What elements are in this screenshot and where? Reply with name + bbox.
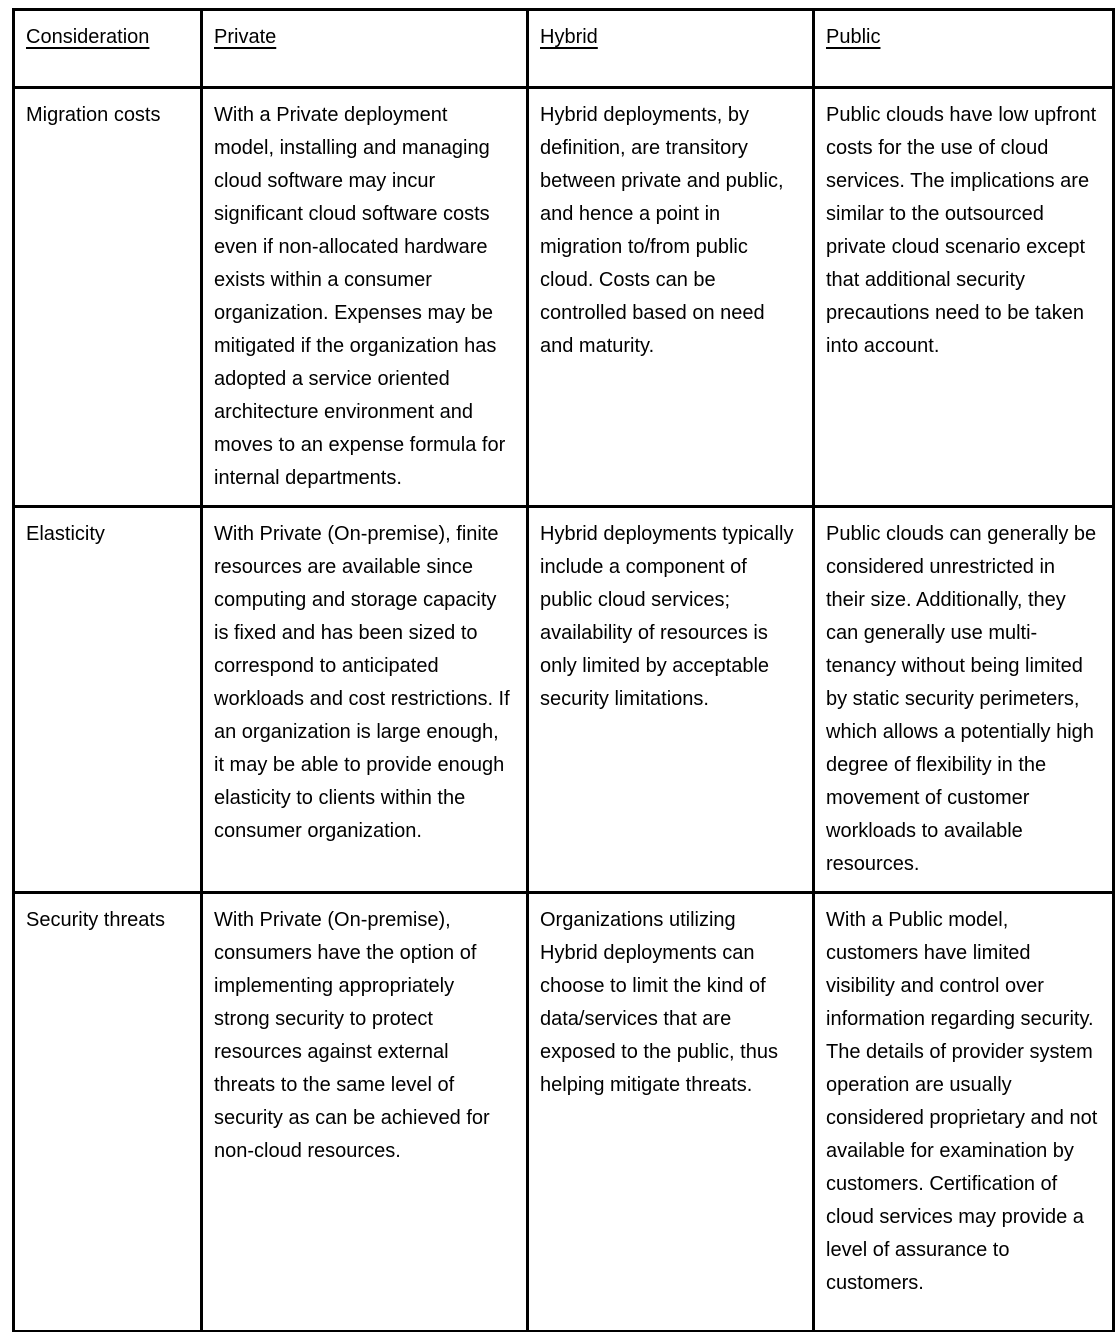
header-cell-hybrid: Hybrid	[528, 10, 814, 88]
table-row-security-threats	[14, 893, 1114, 1332]
header-cell-consideration: Consideration	[14, 10, 202, 88]
table-row-migration-costs	[14, 88, 1114, 507]
table-row-elasticity	[14, 507, 1114, 893]
cloud-deployment-comparison-table	[12, 8, 1115, 1332]
cell-elasticity-label: Elasticity	[14, 507, 202, 893]
cell-migration-costs-public: Public clouds have low upfront costs for the use of cloud services. The implications are similar to the outsourced private cloud scenario except that additional security precautions need to be taken into account.	[814, 88, 1114, 507]
cell-security-threats-hybrid: Organizations utilizing Hybrid deployments can choose to limit the kind of data/services that are exposed to the public, thus helping mitigate threats.	[528, 893, 814, 1332]
cell-security-threats-private: With Private (On-premise), consumers have the option of implementing appropriately strong security to protect resources against external threats to the same level of security as can be achieved for non-cloud resources.	[202, 893, 528, 1332]
cell-elasticity-public: Public clouds can generally be considered unrestricted in their size. Additionally, they can generally use multi-tenancy without being limited by static security perimeters, which allows a potentially high degree of flexibility in the movement of customer workloads to available resources.	[814, 507, 1114, 893]
header-cell-public: Public	[814, 10, 1114, 88]
table-header-row	[14, 10, 1114, 88]
cell-migration-costs-private: With a Private deployment model, installing and managing cloud software may incur significant cloud software costs even if non-allocated hardware exists within a consumer organization. Expenses may be mitigated if the organization has adopted a service oriented architecture environment and moves to an expense formula for internal departments.	[202, 88, 528, 507]
cell-security-threats-public: With a Public model, customers have limited visibility and control over information regarding security. The details of provider system operation are usually considered proprietary and not available for examination by customers. Certification of cloud services may provide a level of assurance to customers.	[814, 893, 1114, 1332]
cell-migration-costs-hybrid: Hybrid deployments, by definition, are transitory between private and public, and hence a point in migration to/from public cloud. Costs can be controlled based on need and maturity.	[528, 88, 814, 507]
cell-elasticity-hybrid: Hybrid deployments typically include a component of public cloud services; availability of resources is only limited by acceptable security limitations.	[528, 507, 814, 893]
header-cell-private: Private	[202, 10, 528, 88]
cell-elasticity-private: With Private (On-premise), finite resources are available since computing and storage capacity is fixed and has been sized to correspond to anticipated workloads and cost restrictions. If an organization is large enough, it may be able to provide enough elasticity to clients within the consumer organization.	[202, 507, 528, 893]
cell-migration-costs-label: Migration costs	[14, 88, 202, 507]
cell-security-threats-label: Security threats	[14, 893, 202, 1332]
